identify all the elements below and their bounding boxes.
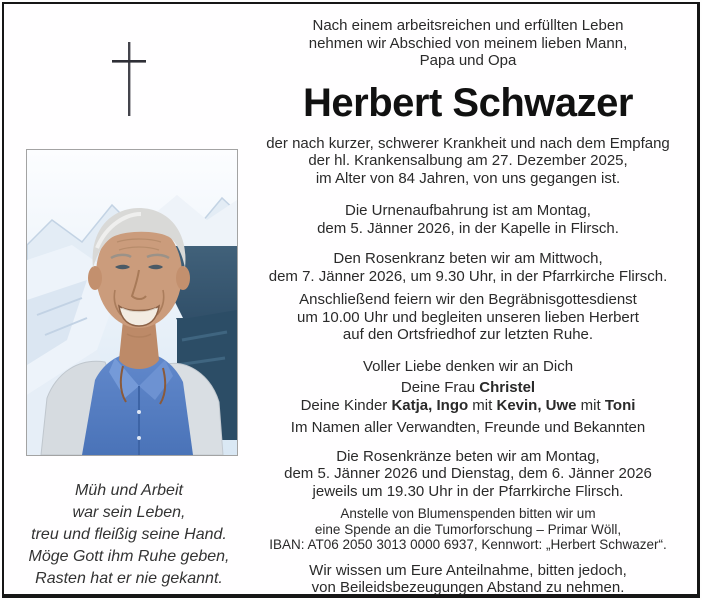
urnenaufbahrung-line: dem 5. Jänner 2026, in der Kapelle in Flirsch. — [317, 219, 619, 237]
death-info-line: der hl. Krankensalbung am 27. Dezember 2025, — [308, 152, 628, 169]
rosenkraenze-line: jeweils um 19.30 Uhr in der Pfarrkirche Flirsch. — [312, 482, 624, 500]
rosenkraenze-line: dem 5. Jänner 2026 und Dienstag, dem 6. Jänner 2026 — [284, 465, 652, 482]
family-wife-name: Christel — [479, 379, 536, 396]
begraebnis-line: Anschließend feiern wir den Begräbnisgottesdienst — [299, 291, 637, 308]
family-children-prefix: Deine Kinder — [300, 396, 392, 414]
family-children-names: Katja, Ingo — [391, 396, 469, 414]
in-namen-line: Im Namen aller Verwandten, Freunde und Bekannten — [290, 419, 646, 436]
urnenaufbahrung-line: Die Urnenaufbahrung ist am Montag, — [345, 202, 591, 219]
donation-line: eine Spende an die Tumorforschung – Primar Wöll, — [314, 521, 622, 537]
poem-line: Möge Gott ihm Ruhe geben, — [28, 548, 230, 565]
memorial-poem — [4, 480, 254, 590]
rosenkraenze-info — [248, 448, 688, 501]
family-children-names: Toni — [604, 396, 636, 414]
intro-line: Nach einem arbeitsreichen und erfüllten Leben — [312, 17, 624, 34]
begraebnis-info — [248, 291, 688, 344]
death-info-line: im Alter von 84 Jahren, von uns gegangen ist. — [315, 169, 621, 187]
love-line: Voller Liebe denken wir an Dich — [362, 357, 574, 375]
left-column — [4, 4, 254, 594]
family-children-line — [248, 397, 688, 415]
family-mit: mit — [576, 396, 605, 414]
intro-line: nehmen wir Abschied von meinem lieben Mann, — [308, 34, 628, 52]
closing-line: Wir wissen um Eure Anteilnahme, bitten jedoch, — [309, 561, 627, 579]
urnenaufbahrung-info — [248, 202, 688, 237]
portrait-photo — [26, 149, 238, 456]
family-children-names: Kevin, Uwe — [496, 396, 577, 414]
cross-icon — [4, 42, 254, 118]
donation-line: Anstelle von Blumenspenden bitten wir um — [340, 506, 596, 521]
donation-line: IBAN: AT06 2050 3013 0000 6937, Kennwort: „Herbert Schwazer“. — [269, 537, 667, 552]
poem-line: war sein Leben, — [72, 504, 186, 521]
donation-info — [248, 506, 688, 553]
poem-line: Rasten hat er nie gekannt. — [35, 570, 223, 587]
family-wife-prefix: Deine Frau — [400, 379, 480, 396]
family-wife-line — [248, 379, 688, 397]
closing-line: von Beileidsbezeugungen Abstand zu nehmen. — [311, 579, 625, 596]
rosenkranz-line: Den Rosenkranz beten wir am Mittwoch, — [333, 250, 603, 267]
rosenkranz-info — [248, 250, 688, 285]
rosenkraenze-line: Die Rosenkränze beten wir am Montag, — [336, 447, 600, 465]
death-info-line: der nach kurzer, schwerer Krankheit und nach dem Empfang — [266, 134, 670, 152]
family-list — [248, 379, 688, 414]
family-mit: mit — [468, 396, 497, 414]
intro-line: Papa und Opa — [419, 52, 517, 69]
obituary-card-border — [2, 2, 700, 598]
closing-note — [248, 562, 688, 597]
begraebnis-line: auf den Ortsfriedhof zur letzten Ruhe. — [342, 326, 594, 343]
deceased-name: Herbert Schwazer — [303, 80, 633, 125]
begraebnis-line: um 10.00 Uhr und begleiten unseren lieben Herbert — [297, 308, 639, 326]
announcement-column — [248, 4, 688, 597]
poem-line: treu und fleißig seine Hand. — [31, 526, 227, 543]
poem-line: Müh und Arbeit — [75, 482, 183, 499]
intro-text — [248, 17, 688, 70]
rosenkranz-line: dem 7. Jänner 2026, um 9.30 Uhr, in der Pfarrkirche Flirsch. — [268, 267, 668, 285]
death-info — [248, 135, 688, 188]
